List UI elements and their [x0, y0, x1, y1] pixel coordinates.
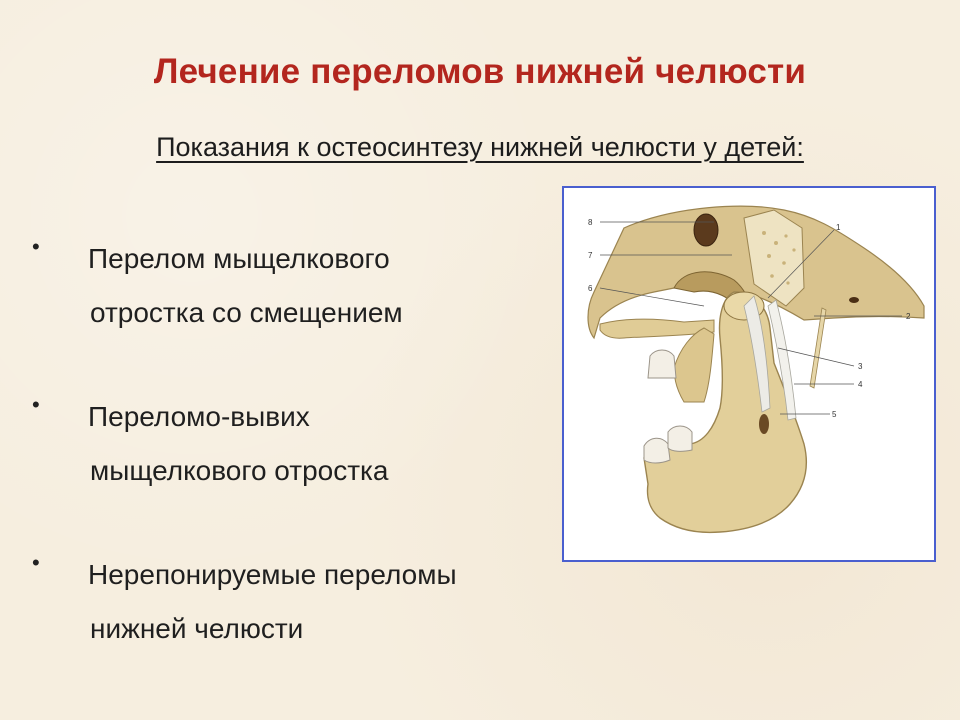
label-8: 8 [588, 218, 593, 227]
list-item-line: отростка со смещением [90, 297, 403, 328]
mandibular-foramen-shape [759, 414, 769, 434]
lower-molar-shape [644, 438, 670, 463]
slide-title: Лечение переломов нижней челюсти [153, 52, 807, 91]
label-4: 4 [858, 380, 863, 389]
list-item-line: Нерепонируемые переломы [88, 559, 457, 590]
label-1: 1 [836, 223, 841, 232]
label-7: 7 [588, 251, 593, 260]
foramen-shape [849, 297, 859, 303]
list-item-line: Перелом мыщелкового [88, 243, 390, 274]
jaw-anatomy-figure [562, 186, 936, 562]
ear-canal-shape [694, 214, 718, 246]
bullet-icon: • [32, 234, 40, 259]
indications-list [30, 232, 550, 706]
label-5: 5 [832, 410, 837, 419]
list-item [30, 232, 550, 340]
bullet-icon: • [32, 550, 40, 575]
list-item-line: нижней челюсти [90, 613, 304, 644]
jaw-anatomy-illustration [564, 188, 934, 560]
list-item [30, 390, 550, 498]
upper-molar-shape [648, 350, 676, 378]
lower-molar-shape [668, 426, 692, 451]
slide-subtitle: Показания к остеосинтезу нижней челюсти у детей: [156, 132, 804, 162]
label-2: 2 [906, 312, 911, 321]
label-3: 3 [858, 362, 863, 371]
list-item-line: мыщелкового отростка [90, 455, 389, 486]
bullet-icon: • [32, 392, 40, 417]
list-item-line: Переломо-вывих [88, 401, 310, 432]
list-item [30, 548, 550, 656]
label-6: 6 [588, 284, 593, 293]
coronoid-process-shape [674, 328, 714, 402]
